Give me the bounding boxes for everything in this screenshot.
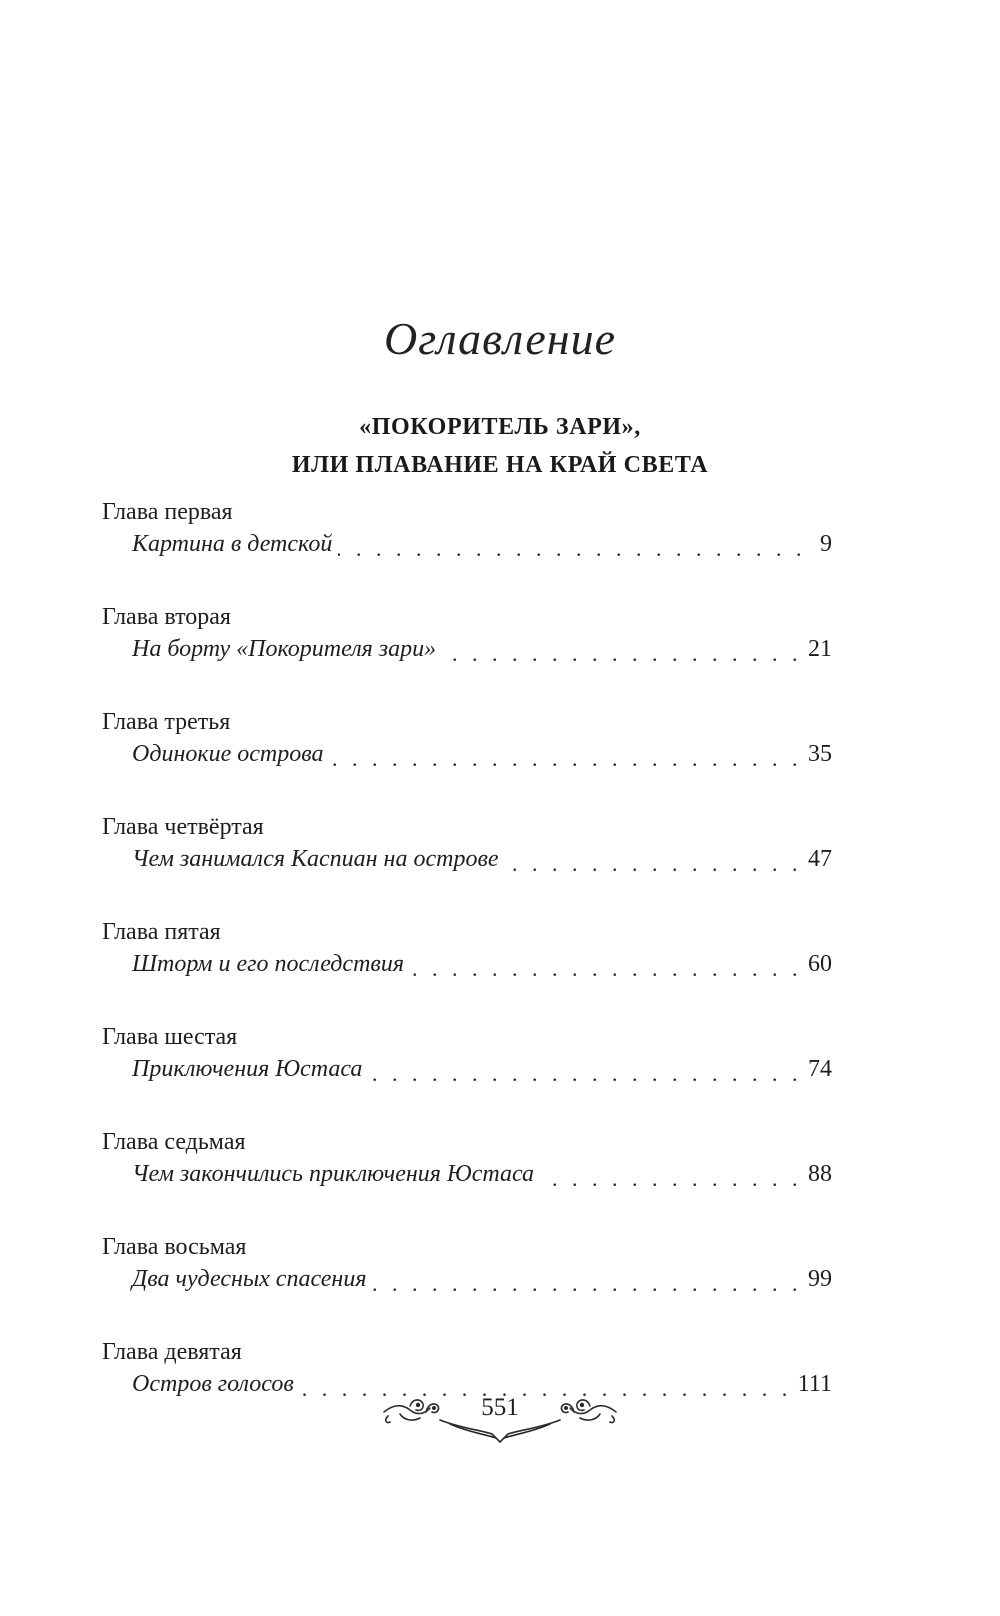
toc-entry[interactable] [102,602,832,707]
dot-leader [330,747,803,771]
chapter-title: На борту «Покорителя зари» [132,636,437,662]
book-title-line-2: ИЛИ ПЛАВАНИЕ НА КРАЙ СВЕТА [291,452,709,478]
chapter-label: Глава шестая [102,1024,238,1050]
toc-entry[interactable] [102,1127,832,1232]
toc-entry[interactable] [102,497,832,602]
page-title: Оглавление [383,313,616,364]
chapter-page-number: 88 [808,1161,832,1187]
chapter-line [132,737,832,771]
chapter-label: Глава вторая [102,604,231,630]
chapter-title: Чем закончились приключения Юстаса [132,1161,534,1187]
chapter-page-number: 99 [808,1266,832,1292]
toc-entry[interactable] [102,707,832,812]
chapter-label: Глава четвёртая [102,814,264,840]
dot-leader [442,642,802,666]
chapter-page-number: 9 [820,531,832,557]
chapter-line [132,1262,832,1296]
dot-leader [410,957,802,981]
chapter-label: Глава первая [102,499,233,525]
chapter-page-number: 60 [808,951,832,977]
chapter-line [132,947,832,981]
book-title [0,408,1000,484]
dot-leader [338,537,806,561]
page-footer [0,1390,1000,1450]
toc-entry[interactable] [102,812,832,917]
chapter-line [132,1157,832,1191]
dot-leader [373,1272,803,1296]
chapter-line [132,1052,832,1086]
chapter-label: Глава третья [102,709,231,735]
chapter-page-number: 47 [808,846,832,872]
chapter-title: Остров голосов [132,1371,294,1397]
chapter-page-number: 74 [808,1056,832,1082]
chapter-line [132,842,832,876]
chapter-line [132,527,832,561]
chapter-page-number: 111 [797,1371,832,1397]
chapter-title: Приключения Юстаса [132,1056,363,1082]
toc-entry[interactable] [102,1232,832,1337]
chapter-label: Глава девятая [102,1339,242,1365]
page-number: 551 [481,1394,519,1421]
chapter-line [132,632,832,666]
chapter-label: Глава восьмая [102,1234,247,1260]
chapter-label: Глава пятая [102,919,221,945]
chapter-page-number: 35 [808,741,832,767]
book-title-line-1: «ПОКОРИТЕЛЬ ЗАРИ», [359,414,641,440]
dot-leader [540,1167,802,1191]
chapter-title: Два чудесных спасения [132,1266,367,1292]
chapter-title: Одинокие острова [132,741,324,767]
toc-entry[interactable] [102,1022,832,1127]
toc-entry[interactable] [102,917,832,1022]
chapter-title: Картина в детской [132,531,333,557]
dot-leader [368,1062,802,1086]
chapter-title: Шторм и его последствия [132,951,404,977]
dot-leader [505,852,802,876]
chapter-label: Глава седьмая [102,1129,246,1155]
chapter-title: Чем занимался Каспиан на острове [132,846,499,872]
table-of-contents [102,497,832,1442]
chapter-page-number: 21 [808,636,832,662]
